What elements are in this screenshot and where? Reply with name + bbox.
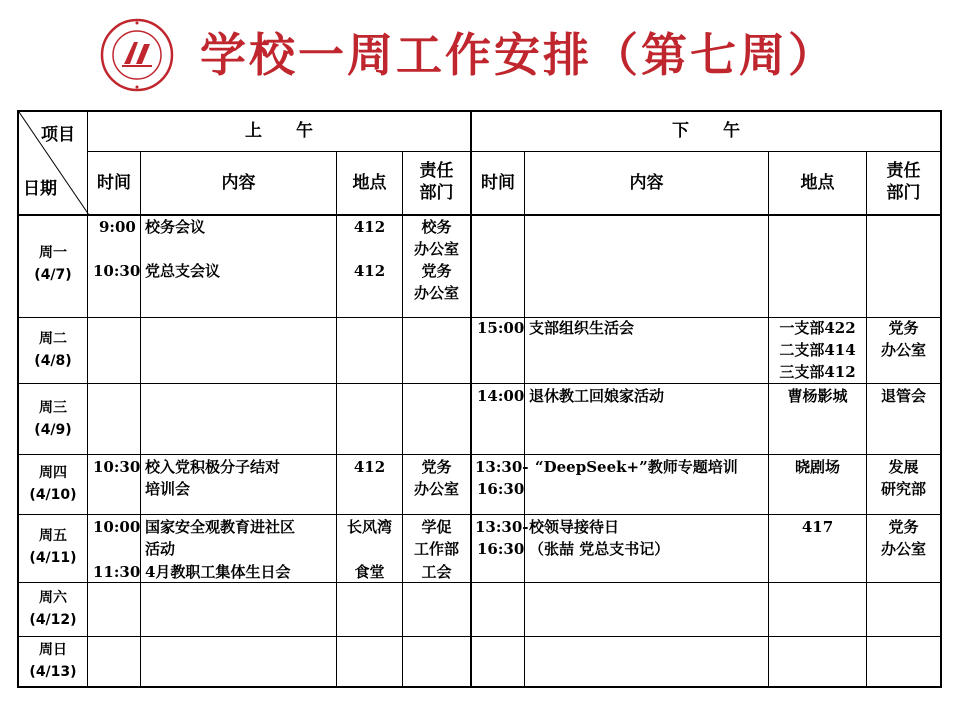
page-title: 学校一周工作安排（第七周） xyxy=(200,28,837,82)
date-tue: (4/8) xyxy=(34,353,72,369)
wed-pm-content: 退休教工回娘家活动 xyxy=(529,387,665,405)
tue-pm-place-1: 一支部422 xyxy=(779,319,856,337)
wed-pm-dept: 退管会 xyxy=(880,387,926,405)
fri-am-time-1: 10:00 xyxy=(93,518,141,536)
mon-am-time-1: 9:00 xyxy=(99,218,136,236)
thu-pm-time-2: 16:30 xyxy=(477,480,525,498)
date-wed: (4/9) xyxy=(34,422,72,438)
day-thu: 周四 xyxy=(39,465,67,481)
am-dept-header-2: 部门 xyxy=(419,183,454,203)
thu-am-dept-a: 党务 xyxy=(421,458,452,476)
pm-content-header: 内容 xyxy=(629,173,664,193)
fri-am-place-1: 长风湾 xyxy=(346,518,392,536)
fri-pm-dept-a: 党务 xyxy=(888,518,919,536)
fri-pm-dept-b: 办公室 xyxy=(880,540,926,558)
fri-am-time-2: 11:30 xyxy=(93,563,141,581)
thu-am-dept-b: 办公室 xyxy=(413,480,459,498)
thu-pm-dept-a: 发展 xyxy=(888,458,919,476)
fri-pm-content-2: （张喆 党总支书记） xyxy=(529,540,670,558)
wed-pm-time: 14:00 xyxy=(477,387,525,405)
fri-am-content-1a: 国家安全观教育进社区 xyxy=(145,518,296,536)
mon-am-time-2: 10:30 xyxy=(93,262,141,280)
afternoon-header: 下 午 xyxy=(672,121,740,141)
corner-item-label: 项目 xyxy=(41,125,75,145)
fri-pm-place: 417 xyxy=(801,518,834,536)
tue-pm-place-3: 三支部412 xyxy=(779,363,856,381)
fri-am-dept-c: 工会 xyxy=(421,563,452,581)
thu-am-place: 412 xyxy=(353,458,386,476)
tue-pm-time: 15:00 xyxy=(477,319,525,337)
mon-am-dept-2a: 党务 xyxy=(421,262,452,280)
thu-am-content-1: 校入党积极分子结对 xyxy=(145,458,281,476)
thu-pm-content: “DeepSeek+”教师专题培训 xyxy=(535,458,738,476)
thu-am-content-2: 培训会 xyxy=(145,480,191,498)
am-place-header: 地点 xyxy=(352,173,387,193)
schedule-table xyxy=(17,110,942,688)
school-logo xyxy=(100,18,174,92)
day-sun: 周日 xyxy=(39,642,67,658)
pm-dept-header-2: 部门 xyxy=(886,183,921,203)
day-tue: 周二 xyxy=(39,331,67,347)
tue-pm-dept-b: 办公室 xyxy=(880,341,926,359)
thu-pm-place: 晓剧场 xyxy=(794,458,840,476)
date-sat: (4/12) xyxy=(29,612,77,628)
fri-pm-time-1: 13:30- xyxy=(475,518,529,536)
morning-header: 上 午 xyxy=(245,121,313,141)
date-sun: (4/13) xyxy=(29,664,77,680)
date-mon: (4/7) xyxy=(34,267,72,283)
fri-am-content-2: 4月教职工集体生日会 xyxy=(145,563,291,581)
fri-pm-content-1: 校领导接待日 xyxy=(529,518,620,536)
day-sat: 周六 xyxy=(39,590,67,606)
thu-am-time: 10:30 xyxy=(93,458,141,476)
mon-am-content-2: 党总支会议 xyxy=(145,262,221,280)
day-wed: 周三 xyxy=(39,400,67,416)
am-content-header: 内容 xyxy=(221,173,256,193)
tue-pm-place-2: 二支部414 xyxy=(779,341,856,359)
date-fri: (4/11) xyxy=(29,550,77,566)
fri-am-content-1b: 活动 xyxy=(145,540,176,558)
fri-am-dept-b: 工作部 xyxy=(413,540,459,558)
date-thu: (4/10) xyxy=(29,487,77,503)
mon-am-content-1: 校务会议 xyxy=(145,218,206,236)
am-dept-header-1: 责任 xyxy=(419,161,454,181)
mon-am-place-2: 412 xyxy=(353,262,386,280)
fri-am-dept-a: 学促 xyxy=(421,518,452,536)
pm-time-header: 时间 xyxy=(481,173,515,193)
fri-pm-time-2: 16:30 xyxy=(477,540,525,558)
pm-dept-header-1: 责任 xyxy=(886,161,921,181)
mon-am-dept-1a: 校务 xyxy=(421,218,452,236)
am-time-header: 时间 xyxy=(97,173,131,193)
day-mon: 周一 xyxy=(39,245,67,261)
corner-date-label: 日期 xyxy=(23,179,57,199)
pm-place-header: 地点 xyxy=(800,173,835,193)
wed-pm-place: 曹杨影城 xyxy=(787,387,848,405)
thu-pm-dept-b: 研究部 xyxy=(880,480,926,498)
tue-pm-content: 支部组织生活会 xyxy=(529,319,635,337)
mon-am-dept-1b: 办公室 xyxy=(413,240,459,258)
thu-pm-time-1: 13:30- xyxy=(475,458,529,476)
fri-am-place-2: 食堂 xyxy=(354,563,385,581)
mon-am-place-1: 412 xyxy=(353,218,386,236)
tue-pm-dept-a: 党务 xyxy=(888,319,919,337)
mon-am-dept-2b: 办公室 xyxy=(413,284,459,302)
day-fri: 周五 xyxy=(39,528,67,544)
